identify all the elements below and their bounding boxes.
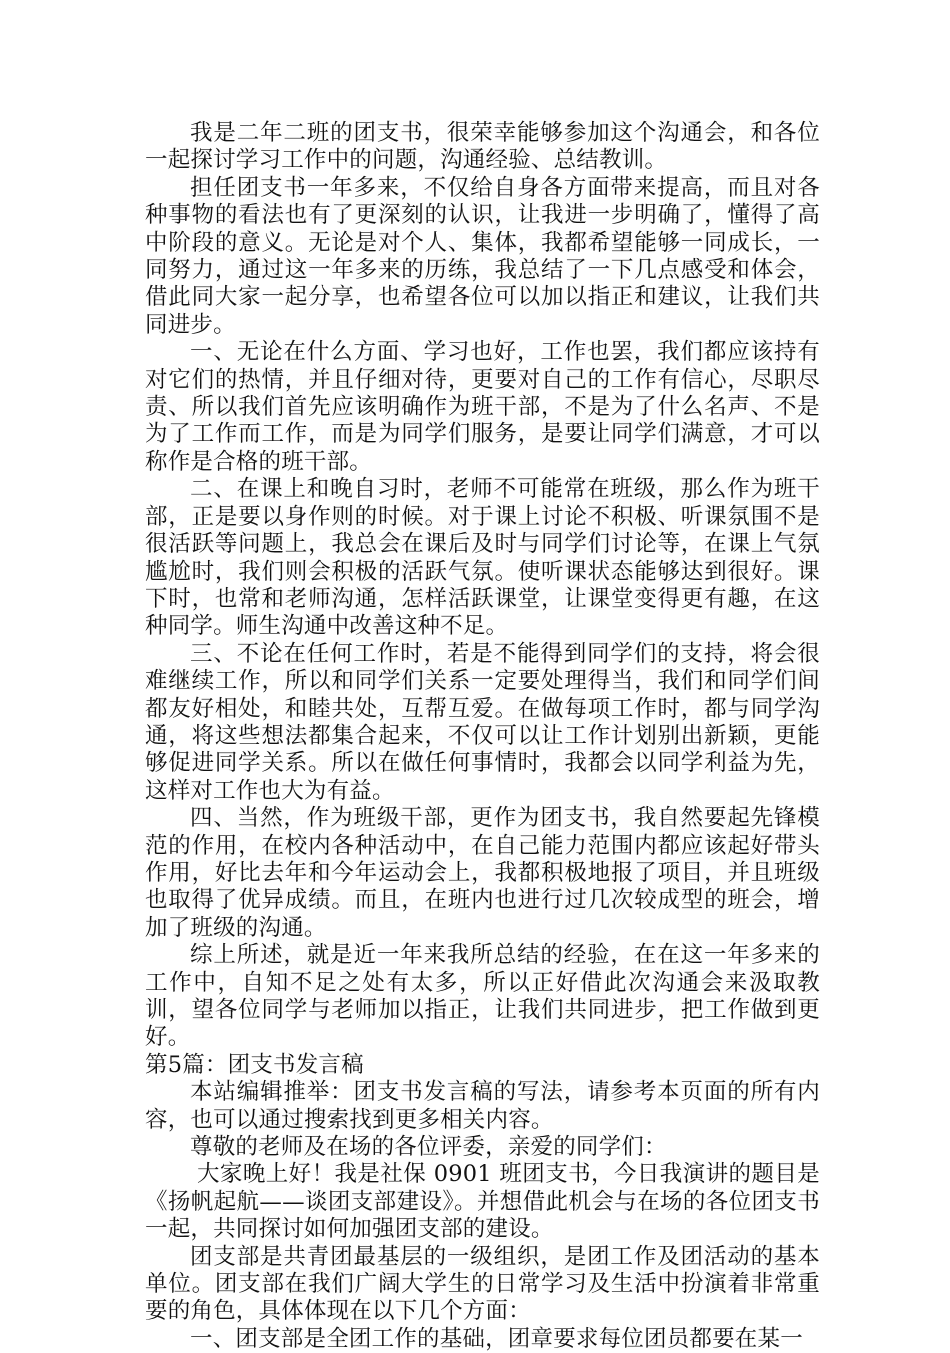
paragraph-point-four: 四、当然，作为班级干部，更作为团支书，我自然要起先锋模范的作用，在校内各种活动中，在自己能力范围内都应该起好带头作用，好比去年和今年运动会上，我都积极地报了项目，并且班级也取得了优异成绩。而且，在班内也进行过几次较成型的班会，增加了班级的沟通。 (145, 805, 820, 941)
paragraph-branch-role: 团支部是共青团最基层的一级组织，是团工作及团活动的基本单位。团支部在我们广阔大学生的日常学习及生活中扮演着非常重要的角色，具体体现在以下几个方面： (145, 1243, 820, 1325)
paragraph-point-two: 二、在课上和晚自习时，老师不可能常在班级，那么作为班干部，正是要以身作则的时候。对于课上讨论不积极、听课氛围不是很活跃等问题上，我总会在课后及时与同学们讨论等，在课上气氛尴尬时，我们则会积极的活跃气氛。使听课状态能够达到很好。课下时，也常和老师沟通，怎样活跃课堂，让课堂变得更有趣，在这种同学。师生沟通中改善这种不足。 (145, 476, 820, 640)
section-heading: 第5篇：团支书发言稿 (145, 1051, 364, 1078)
paragraph-summary: 综上所述，就是近一年来我所总结的经验，在在这一年多来的工作中，自知不足之处有太多，所以正好借此次沟通会来汲取教训，望各位同学与老师加以指正，让我们共同进步，把工作做到更好。 (145, 942, 820, 1051)
paragraph-greeting: 大家晚上好！我是社保 0901 班团支书，今日我演讲的题目是《扬帆起航——谈团支部建设》。并想借此机会与在场的各位团支书一起，共同探讨如何加强团支部的建设。 (145, 1161, 820, 1243)
paragraph-branch-point-one: 一、团支部是全团工作的基础，团章要求每位团员都要在某一 (190, 1325, 803, 1352)
paragraph-point-three: 三、不论在任何工作时，若是不能得到同学们的支持，将会很难继续工作，所以和同学们关系一定要处理得当，我们和同学们间都友好相处，和睦共处，互帮互爱。在做每项工作时，都与同学沟通，将这些想法都集合起来，不仅可以让工作计划别出新颖，更能够促进同学关系。所以在做任何事情时，我都会以同学利益为先，这样对工作也大为有益。 (145, 640, 820, 804)
paragraph-salutation: 尊敬的老师及在场的各位评委，亲爱的同学们： (190, 1134, 667, 1161)
paragraph-intro: 我是二年二班的团支书，很荣幸能够参加这个沟通会，和各位一起探讨学习工作中的问题，沟通经验、总结教训。 (145, 120, 820, 174)
document-body (145, 120, 820, 1353)
paragraph-editor-note: 本站编辑推举：团支书发言稿的写法，请参考本页面的所有内容，也可以通过搜索找到更多相关内容。 (145, 1079, 820, 1133)
paragraph-experience: 担任团支书一年多来，不仅给自身各方面带来提高，而且对各种事物的看法也有了更深刻的认识，让我进一步明确了，懂得了高中阶段的意义。无论是对个人、集体，我都希望能够一同成长，一同努力，通过这一年多来的历练，我总结了一下几点感受和体会，借此同大家一起分享，也希望各位可以加以指正和建议，让我们共同进步。 (145, 174, 820, 338)
paragraph-point-one: 一、无论在什么方面、学习也好，工作也罢，我们都应该持有对它们的热情，并且仔细对待，更要对自己的工作有信心，尽职尽责、所以我们首先应该明确作为班干部，不是为了什么名声、不是为了工作而工作，而是为同学们服务，是要让同学们满意，才可以称作是合格的班干部。 (145, 339, 820, 475)
